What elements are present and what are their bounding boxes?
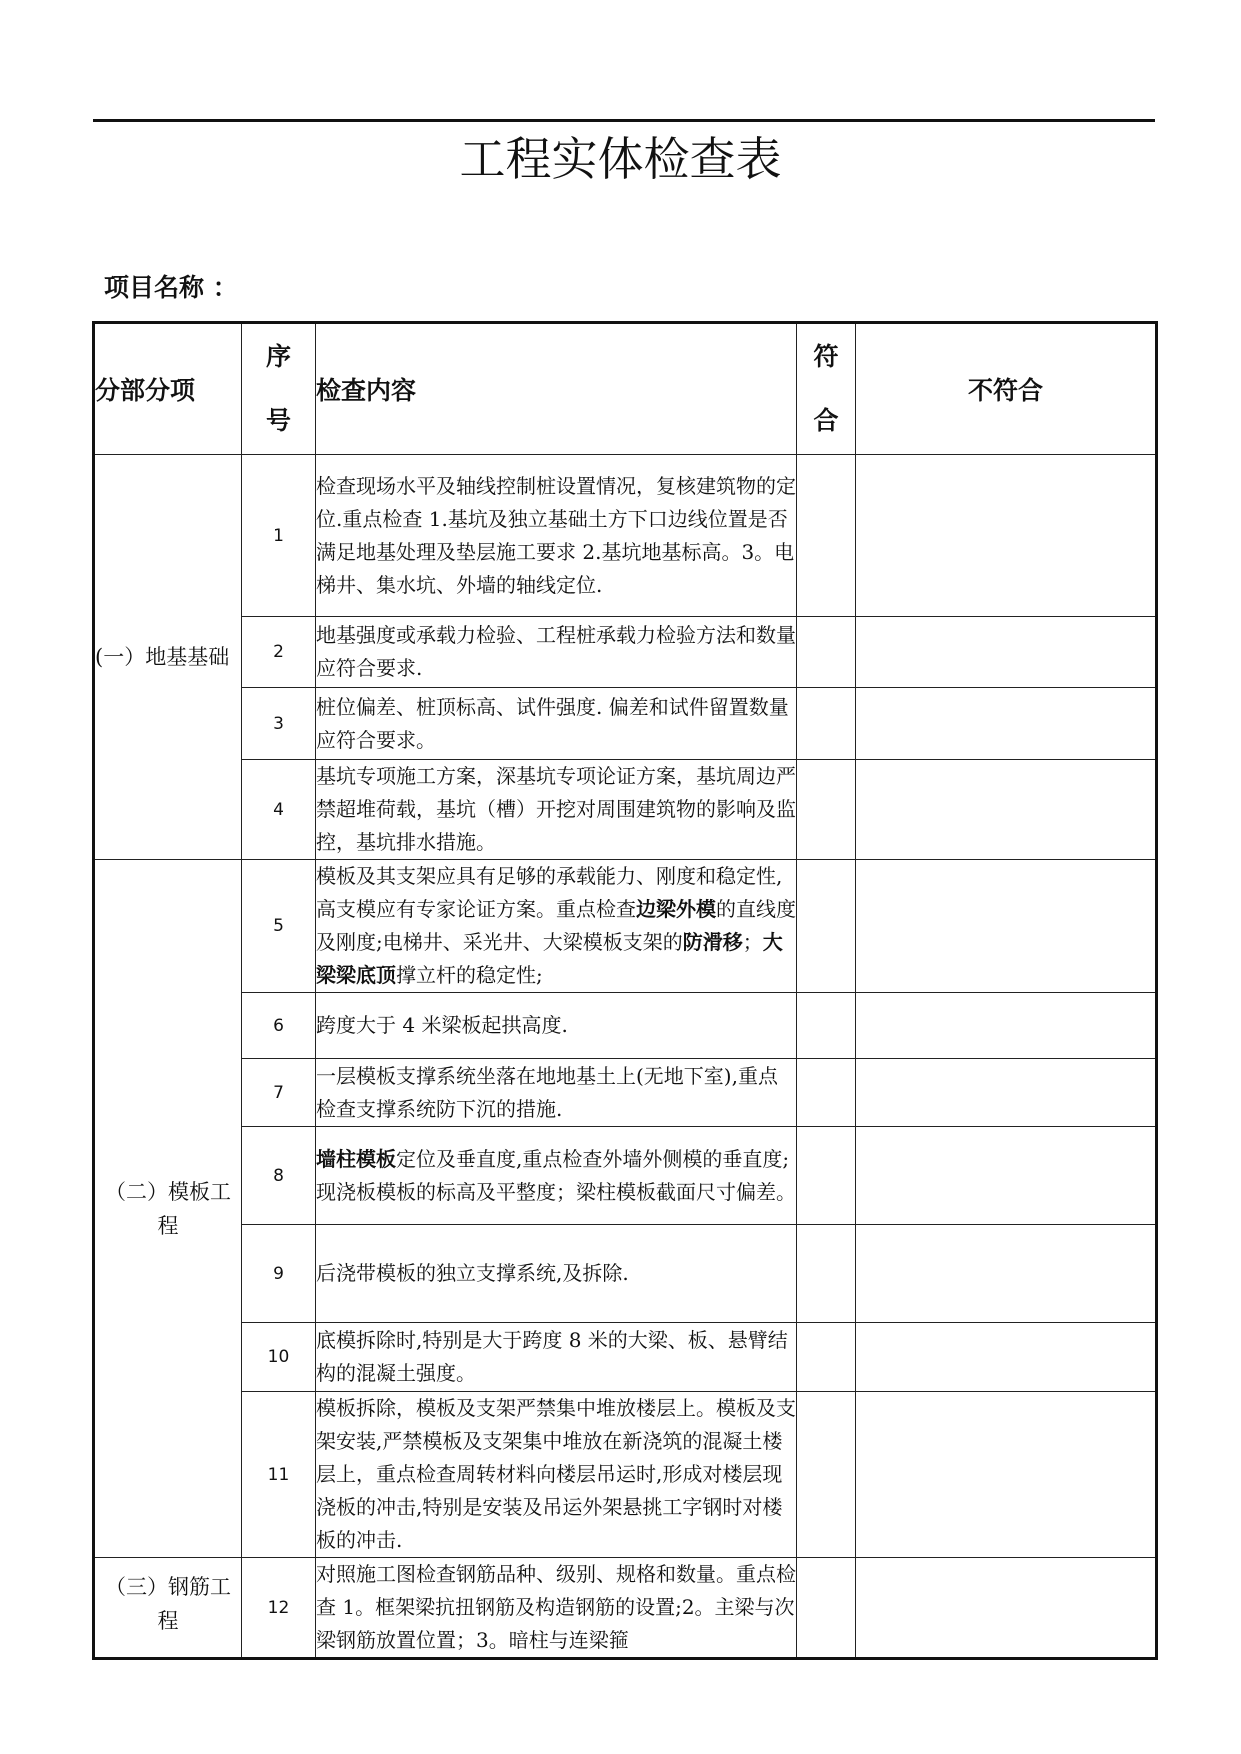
section-cell-foundation: (一）地基基础 xyxy=(94,455,242,860)
pass-checkbox-cell[interactable] xyxy=(797,1059,856,1127)
seq-cell: 4 xyxy=(242,760,316,860)
seq-cell: 10 xyxy=(242,1323,316,1392)
pass-checkbox-cell[interactable] xyxy=(797,760,856,860)
seq-cell: 2 xyxy=(242,617,316,688)
header-row xyxy=(94,323,1157,455)
table-row xyxy=(94,860,1157,993)
table-row xyxy=(94,1225,1157,1323)
table-row xyxy=(94,1323,1157,1392)
bold-text: 大梁梁底顶 xyxy=(316,930,783,987)
pass-checkbox-cell[interactable] xyxy=(797,688,856,760)
inspection-table xyxy=(92,321,1158,1660)
fail-note-cell[interactable] xyxy=(856,688,1157,760)
bold-text: 防滑移 xyxy=(682,930,743,954)
header-content: 检查内容 xyxy=(316,323,797,455)
table-row xyxy=(94,1127,1157,1225)
seq-cell: 11 xyxy=(242,1392,316,1558)
fail-note-cell[interactable] xyxy=(856,617,1157,688)
table-row xyxy=(94,688,1157,760)
pass-checkbox-cell[interactable] xyxy=(797,860,856,993)
content-cell: 墙柱模板定位及垂直度,重点检查外墙外侧模的垂直度;现浇板模板的标高及平整度；梁柱模板截面尺寸偏差。 xyxy=(316,1127,797,1225)
table-row xyxy=(94,1059,1157,1127)
content-cell: 后浇带模板的独立支撑系统,及拆除. xyxy=(316,1225,797,1323)
bold-text: 墙柱模板 xyxy=(316,1146,396,1171)
header-fail: 不符合 xyxy=(856,323,1157,455)
content-cell: 模板拆除，模板及支架严禁集中堆放楼层上。模板及支架安装,严禁模板及支架集中堆放在新浇筑的混凝土楼层上，重点检查周转材料向楼层吊运时,形成对楼层现浇板的冲击,特别是安装及吊运外架悬挑工字钢时对楼板的冲击. xyxy=(316,1392,797,1558)
fail-note-cell[interactable] xyxy=(856,1059,1157,1127)
table-row xyxy=(94,1558,1157,1659)
pass-checkbox-cell[interactable] xyxy=(797,455,856,617)
project-name-label: 项目名称 ： xyxy=(104,273,238,302)
section-cell-formwork: （二）模板工程 xyxy=(94,860,242,1558)
content-cell: 跨度大于 4 米梁板起拱高度. xyxy=(316,993,797,1059)
pass-checkbox-cell[interactable] xyxy=(797,1392,856,1558)
table-row xyxy=(94,617,1157,688)
header-section: 分部分项 xyxy=(94,323,242,455)
section-cell-rebar: （三）钢筋工程 xyxy=(94,1558,242,1659)
fail-note-cell[interactable] xyxy=(856,1225,1157,1323)
content-cell: 桩位偏差、桩顶标高、试件强度. 偏差和试件留置数量应符合要求。 xyxy=(316,688,797,760)
content-cell: 底模拆除时,特别是大于跨度 8 米的大梁、板、悬臂结构的混凝土强度。 xyxy=(316,1323,797,1392)
page-title: 工程实体检查表 xyxy=(459,132,782,186)
pass-checkbox-cell[interactable] xyxy=(797,1558,856,1659)
fail-note-cell[interactable] xyxy=(856,1392,1157,1558)
pass-checkbox-cell[interactable] xyxy=(797,1323,856,1392)
content-cell: 地基强度或承载力检验、工程桩承载力检验方法和数量应符合要求. xyxy=(316,617,797,688)
pass-checkbox-cell[interactable] xyxy=(797,617,856,688)
table-row xyxy=(94,455,1157,617)
header-seq: 序 号 xyxy=(242,323,316,455)
content-cell: 一层模板支撑系统坐落在地地基土上(无地下室),重点检查支撑系统防下沉的措施. xyxy=(316,1059,797,1127)
fail-note-cell[interactable] xyxy=(856,1558,1157,1659)
fail-note-cell[interactable] xyxy=(856,1323,1157,1392)
pass-checkbox-cell[interactable] xyxy=(797,1127,856,1225)
bold-text: 边梁外模 xyxy=(636,897,716,921)
top-rule xyxy=(93,119,1155,122)
table-row xyxy=(94,760,1157,860)
content-cell: 基坑专项施工方案，深基坑专项论证方案，基坑周边严禁超堆荷载，基坑（槽）开挖对周围建筑物的影响及监控，基坑排水措施。 xyxy=(316,760,797,860)
table-row xyxy=(94,993,1157,1059)
table-row xyxy=(94,1392,1157,1558)
fail-note-cell[interactable] xyxy=(856,1127,1157,1225)
content-cell: 对照施工图检查钢筋品种、级别、规格和数量。重点检查 1。框架梁抗扭钢筋及构造钢筋的设置;2。主梁与次梁钢筋放置位置；3。暗柱与连梁箍 xyxy=(316,1558,797,1659)
fail-note-cell[interactable] xyxy=(856,760,1157,860)
seq-cell: 7 xyxy=(242,1059,316,1127)
seq-cell: 12 xyxy=(242,1558,316,1659)
pass-checkbox-cell[interactable] xyxy=(797,993,856,1059)
seq-cell: 1 xyxy=(242,455,316,617)
content-cell: 模板及其支架应具有足够的承载能力、刚度和稳定性,高支模应有专家论证方案。重点检查边梁外模的直线度及刚度;电梯井、采光井、大梁模板支架的防滑移；大梁梁底顶撑立杆的稳定性; xyxy=(316,860,797,993)
seq-cell: 3 xyxy=(242,688,316,760)
seq-cell: 8 xyxy=(242,1127,316,1225)
fail-note-cell[interactable] xyxy=(856,455,1157,617)
seq-cell: 6 xyxy=(242,993,316,1059)
seq-cell: 9 xyxy=(242,1225,316,1323)
seq-cell: 5 xyxy=(242,860,316,993)
fail-note-cell[interactable] xyxy=(856,993,1157,1059)
content-cell: 检查现场水平及轴线控制桩设置情况，复核建筑物的定位.重点检查 1.基坑及独立基础土方下口边线位置是否满足地基处理及垫层施工要求 2.基坑地基标高。3。电梯井、集水坑、外墙的轴线定位. xyxy=(316,455,797,617)
fail-note-cell[interactable] xyxy=(856,860,1157,993)
header-pass: 符 合 xyxy=(797,323,856,455)
pass-checkbox-cell[interactable] xyxy=(797,1225,856,1323)
